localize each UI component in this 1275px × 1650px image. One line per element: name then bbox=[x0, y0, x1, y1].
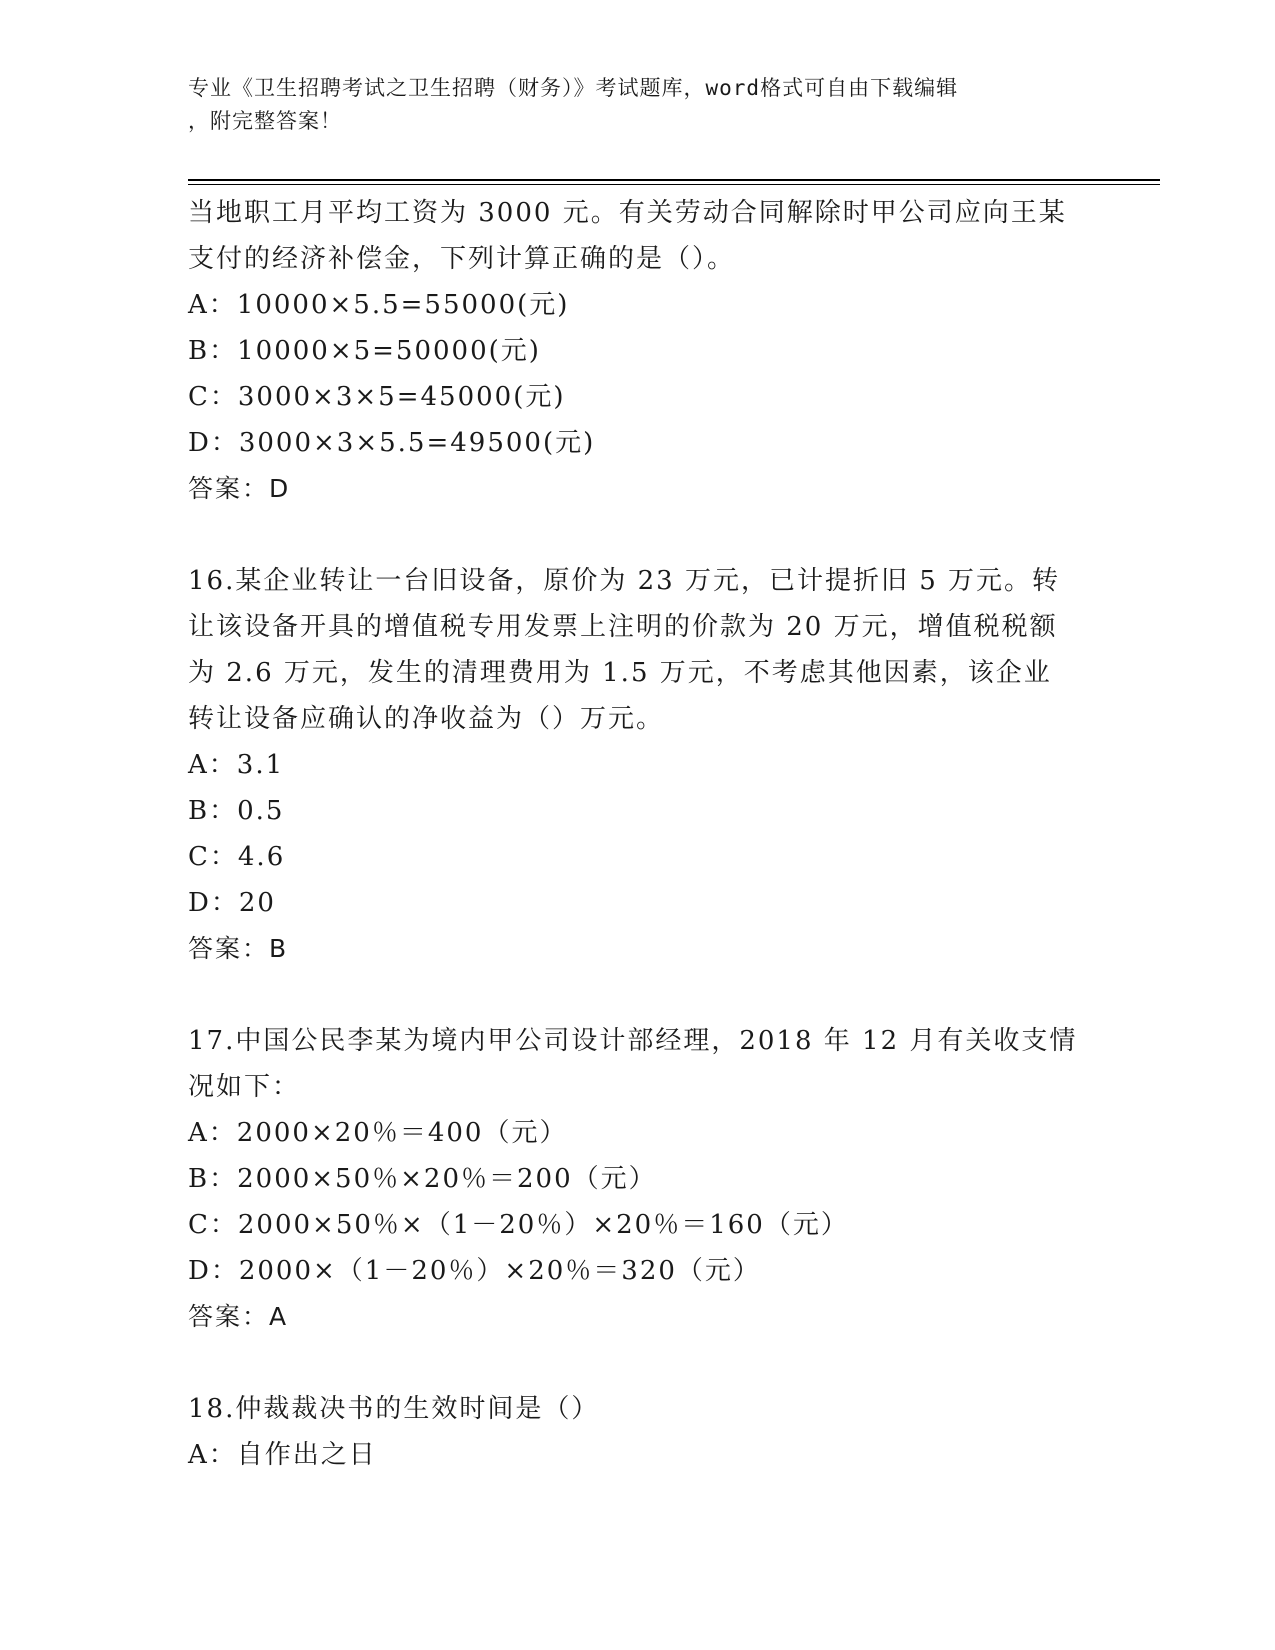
spacer bbox=[188, 512, 1088, 558]
question-text-line: 转让设备应确认的净收益为（）万元。 bbox=[188, 704, 665, 734]
option-b: B：10000×5=50000(元) bbox=[188, 336, 541, 366]
option-a: A：3.1 bbox=[188, 750, 285, 780]
option-a: A：2000×20％＝400（元） bbox=[188, 1118, 568, 1148]
question-text-line: 况如下： bbox=[188, 1072, 301, 1102]
option-c: C：4.6 bbox=[188, 842, 286, 872]
question-17 bbox=[188, 1018, 1088, 1340]
answer-label: 答案：D bbox=[188, 474, 291, 503]
question-text-line: 为 2.6 万元，发生的清理费用为 1.5 万元，不考虑其他因素，该企业 bbox=[188, 658, 1052, 688]
option-a: A：自作出之日 bbox=[188, 1440, 377, 1470]
answer-label: 答案：A bbox=[188, 1302, 289, 1331]
header-divider-thick bbox=[188, 179, 1160, 181]
option-c: C：3000×3×5=45000(元) bbox=[188, 382, 566, 412]
option-b: B：2000×50％×20％＝200（元） bbox=[188, 1164, 657, 1194]
option-d: D：20 bbox=[188, 888, 276, 918]
header-divider-thin bbox=[188, 184, 1160, 185]
answer-label: 答案：B bbox=[188, 934, 289, 963]
option-a: A：10000×5.5=55000(元) bbox=[188, 290, 570, 320]
option-c: C：2000×50％×（1－20％）×20％＝160（元） bbox=[188, 1210, 849, 1240]
option-d: D：3000×3×5.5=49500(元) bbox=[188, 428, 596, 458]
document-body bbox=[188, 190, 1088, 1478]
question-text-line: 让该设备开具的增值税专用发票上注明的价款为 20 万元，增值税税额 bbox=[188, 612, 1058, 642]
question-text-line: 17.中国公民李某为境内甲公司设计部经理，2018 年 12 月有关收支情 bbox=[188, 1026, 1078, 1056]
question-text-line: 支付的经济补偿金，下列计算正确的是（）。 bbox=[188, 244, 736, 274]
question-15 bbox=[188, 190, 1088, 512]
header-line-2: ，附完整答案！ bbox=[188, 109, 342, 133]
option-b: B：0.5 bbox=[188, 796, 285, 826]
question-16 bbox=[188, 558, 1088, 972]
document-header bbox=[188, 72, 1068, 138]
header-line-1: 专业《卫生招聘考试之卫生招聘（财务）》考试题库，word格式可自由下载编辑 bbox=[188, 76, 959, 100]
question-text-line: 当地职工月平均工资为 3000 元。有关劳动合同解除时甲公司应向王某 bbox=[188, 198, 1067, 228]
spacer bbox=[188, 1340, 1088, 1386]
question-18 bbox=[188, 1386, 1088, 1478]
question-text-line: 16.某企业转让一台旧设备，原价为 23 万元，已计提折旧 5 万元。转 bbox=[188, 566, 1061, 596]
spacer bbox=[188, 972, 1088, 1018]
question-text-line: 18.仲裁裁决书的生效时间是（） bbox=[188, 1394, 600, 1424]
option-d: D：2000×（1－20％）×20％＝320（元） bbox=[188, 1256, 761, 1286]
